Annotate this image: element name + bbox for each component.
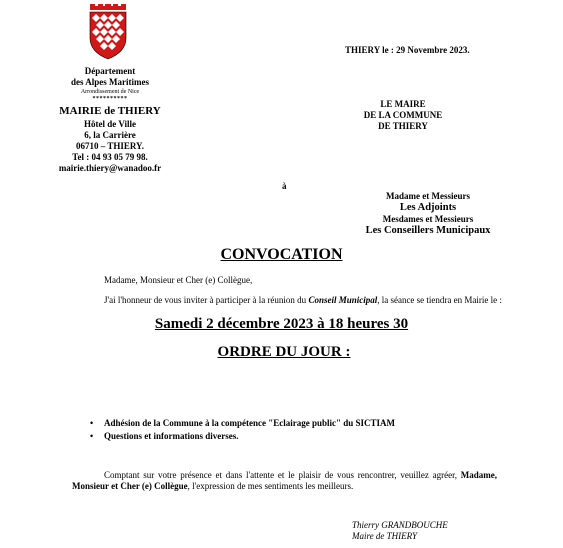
hotel-de-ville: Hôtel de Ville — [84, 119, 136, 129]
convocation-title: CONVOCATION — [220, 246, 343, 263]
address-line2: 06710 – THIERY. — [76, 141, 144, 151]
recipient-line4: Les Conseillers Municipaux — [365, 225, 491, 236]
recipient-a: à — [282, 181, 287, 191]
bullet-icon: • — [90, 418, 94, 428]
date-line: THIERY le : 29 Novembre 2023. — [345, 45, 470, 55]
salutation: Madame, Monsieur et Cher (e) Collègue, — [104, 275, 253, 285]
signature-title: Maire de THIERY — [352, 531, 417, 541]
bullet-icon: • — [90, 431, 94, 441]
closing-paragraph: Comptant sur votre présence et dans l'attente et le plaisir de vous rencontrer, veuillez agréer, Madame, Monsieur et Cher (e) Collègue, l'expression de mes sentiments les meilleurs. — [72, 470, 497, 491]
agenda-item: • Adhésion de la Commune à la compétence "Eclairage public" du SICTIAM — [90, 418, 396, 428]
department-line2: des Alpes Maritimes — [71, 77, 149, 87]
address-line1: 6, la Carrière — [84, 130, 136, 140]
intro-paragraph: J'ai l'honneur de vous inviter à participer à la réunion du Conseil Municipal, la séance se tiendra en Mairie le : — [104, 295, 502, 305]
conseil-municipal: Conseil Municipal — [308, 295, 378, 305]
sender-line2: DE LA COMMUNE — [363, 110, 443, 120]
meeting-datetime: Samedi 2 décembre 2023 à 18 heures 30 — [154, 316, 409, 332]
recipient-line3: Mesdames et Messieurs — [382, 214, 474, 224]
recipient-line2: Les Adjoints — [399, 202, 457, 213]
agenda-list — [90, 418, 490, 442]
sender-line1: LE MAIRE — [380, 99, 426, 109]
recipient-line1: Madame et Messieurs — [386, 191, 470, 201]
department-line1: Département — [84, 66, 136, 76]
mairie-name: MAIRIE de THIERY — [59, 105, 161, 117]
agenda-title: ORDRE DU JOUR : — [217, 344, 351, 360]
sender-line3: DE THIERY — [378, 121, 428, 131]
stars-separator: ********** — [92, 96, 128, 102]
arrondissement: Arrondissement de Nice — [80, 89, 140, 95]
coat-of-arms-logo — [84, 4, 132, 60]
telephone: Tel : 04 93 05 79 98. — [72, 152, 148, 162]
email: mairie.thiery@wanadoo.fr — [58, 163, 162, 173]
agenda-item: • Questions et informations diverses. — [90, 431, 239, 441]
signature-name: Thierry GRANDBOUCHE — [352, 520, 448, 530]
